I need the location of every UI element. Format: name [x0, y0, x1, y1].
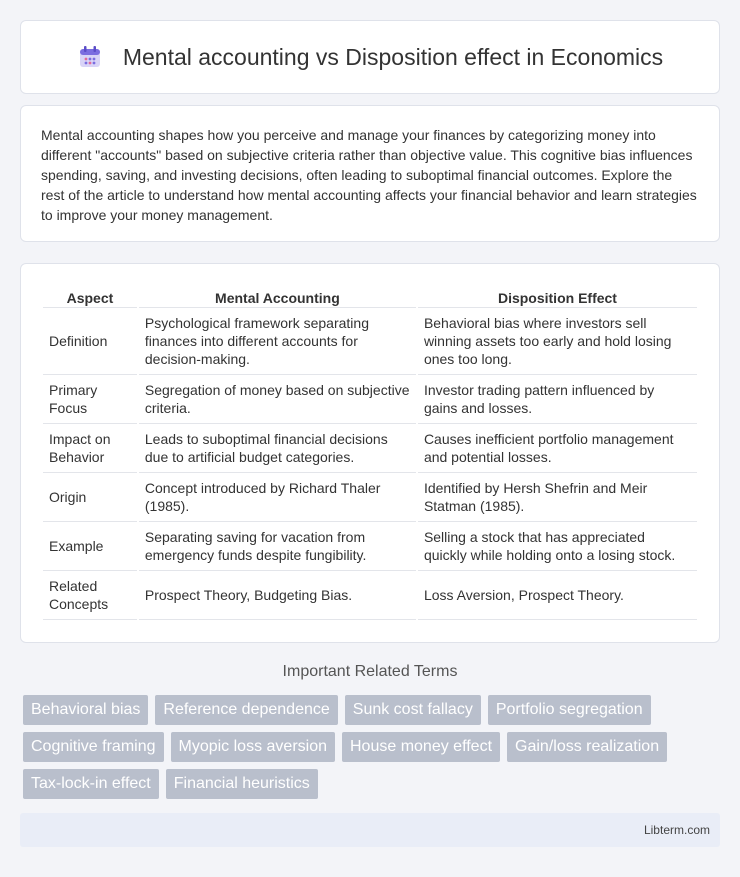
tag-behavioral-bias[interactable]: Behavioral bias	[23, 695, 148, 725]
table-row	[43, 571, 697, 620]
comparison-table	[41, 284, 699, 620]
table-row	[43, 522, 697, 571]
table-row	[43, 473, 697, 522]
calendar-icon	[77, 44, 103, 70]
row-disposition-effect: Causes inefficient portfolio management and potential losses.	[418, 424, 697, 473]
tag-gain-loss-realization[interactable]: Gain/loss realization	[507, 732, 667, 762]
row-mental-accounting: Separating saving for vacation from emergency funds despite fungibility.	[139, 522, 416, 571]
page-title: Mental accounting vs Disposition effect in Economics	[122, 43, 664, 70]
table-header-row	[43, 284, 697, 308]
row-aspect: Definition	[43, 308, 137, 375]
row-aspect: Related Concepts	[43, 571, 137, 620]
tag-cognitive-framing[interactable]: Cognitive framing	[23, 732, 164, 762]
row-mental-accounting: Segregation of money based on subjective criteria.	[139, 375, 416, 424]
table-row	[43, 424, 697, 473]
header-mental-accounting: Mental Accounting	[139, 284, 416, 308]
row-mental-accounting: Leads to suboptimal financial decisions due to artificial budget categories.	[139, 424, 416, 473]
row-disposition-effect: Investor trading pattern influenced by gains and losses.	[418, 375, 697, 424]
related-terms-list	[23, 695, 723, 806]
row-aspect: Impact on Behavior	[43, 424, 137, 473]
header-disposition-effect: Disposition Effect	[418, 284, 697, 308]
row-aspect: Example	[43, 522, 137, 571]
row-mental-accounting: Psychological framework separating finances into different accounts for decision-making.	[139, 308, 416, 375]
tag-portfolio-segregation[interactable]: Portfolio segregation	[488, 695, 651, 725]
tag-sunk-cost-fallacy[interactable]: Sunk cost fallacy	[345, 695, 481, 725]
related-terms-heading: Important Related Terms	[282, 663, 458, 680]
footer-brand-link[interactable]: Libterm.com	[643, 823, 710, 837]
tag-tax-lock-in-effect[interactable]: Tax-lock-in effect	[23, 769, 159, 799]
tag-financial-heuristics[interactable]: Financial heuristics	[166, 769, 318, 799]
tag-house-money-effect[interactable]: House money effect	[342, 732, 500, 762]
row-disposition-effect: Identified by Hersh Shefrin and Meir Statman (1985).	[418, 473, 697, 522]
table-row	[43, 308, 697, 375]
row-mental-accounting: Prospect Theory, Budgeting Bias.	[139, 571, 416, 620]
tag-myopic-loss-aversion[interactable]: Myopic loss aversion	[171, 732, 336, 762]
row-disposition-effect: Selling a stock that has appreciated quickly while holding onto a losing stock.	[418, 522, 697, 571]
table-row	[43, 375, 697, 424]
row-disposition-effect: Behavioral bias where investors sell winning assets too early and hold losing ones too long.	[418, 308, 697, 375]
intro-card	[20, 105, 720, 242]
title-card	[20, 20, 720, 94]
row-mental-accounting: Concept introduced by Richard Thaler (1985).	[139, 473, 416, 522]
intro-text: Mental accounting shapes how you perceive and manage your finances by categorizing money into different "accounts" based on subjective criteria rather than objective value. This cognitive bias influences spending, saving, and investing decisions, often leading to suboptimal financial outcomes. Explore the rest of the article to understand how mental accounting affects your financial behavior and learn strategies to improve your money management.	[41, 127, 697, 223]
row-aspect: Primary Focus	[43, 375, 137, 424]
row-disposition-effect: Loss Aversion, Prospect Theory.	[418, 571, 697, 620]
tag-reference-dependence[interactable]: Reference dependence	[155, 695, 337, 725]
row-aspect: Origin	[43, 473, 137, 522]
footer	[20, 813, 720, 847]
header-aspect: Aspect	[43, 284, 137, 308]
comparison-card	[20, 263, 720, 643]
